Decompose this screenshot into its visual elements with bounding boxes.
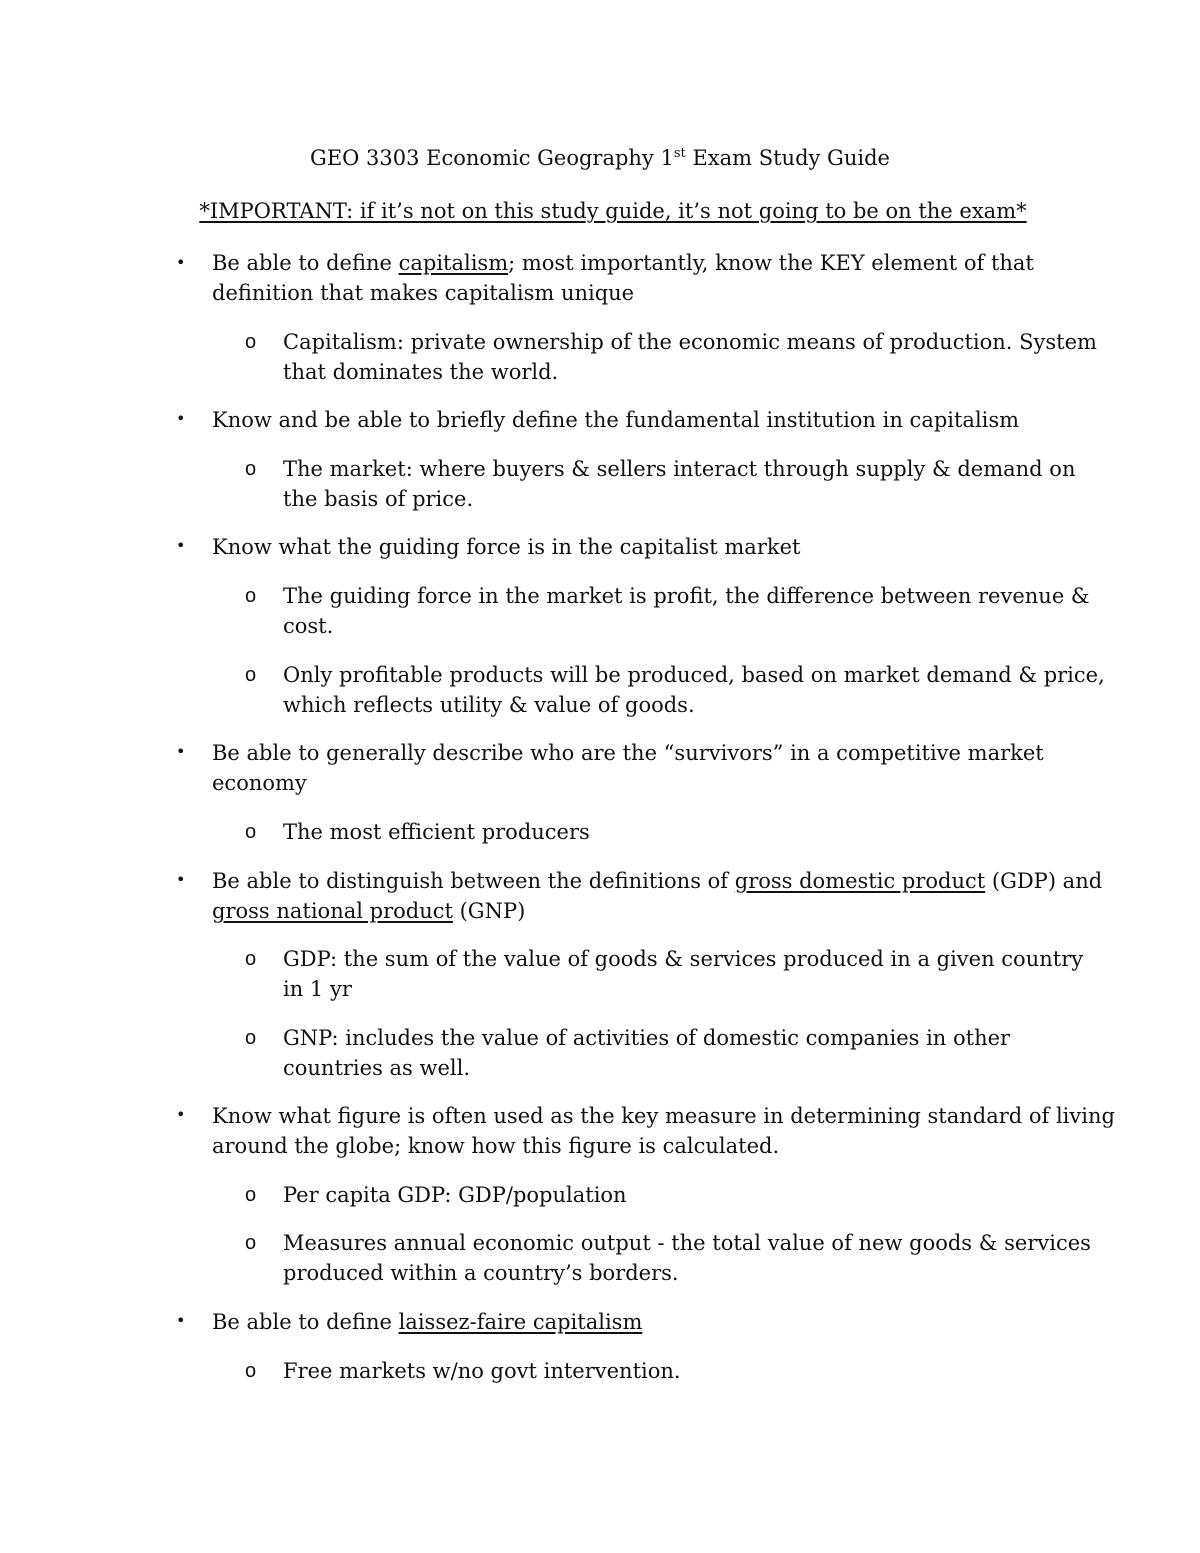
sub-item: Per capita GDP: GDP/population (283, 1183, 627, 1207)
sub-bullet-marker: o (245, 821, 257, 843)
sub-item: Only profitable products will be produced, based on market demand & price, which reflects utility & value of goods. (283, 663, 1105, 717)
term-gnp: gross national product (212, 899, 453, 923)
sub-item: Measures annual economic output - the total value of new goods & services produced within a country’s borders. (283, 1231, 1091, 1285)
sub-bullet-marker: o (245, 1360, 257, 1382)
sub-bullet-marker: o (245, 1232, 257, 1254)
sub-bullet-marker: o (245, 1184, 257, 1206)
sub-bullet-marker: o (245, 948, 257, 970)
bullet-marker: • (176, 1311, 186, 1330)
bullet-marker: • (176, 536, 186, 555)
page-title: GEO 3303 Economic Geography 1st Exam Study Guide (310, 146, 890, 170)
bullet-item: Know and be able to briefly define the fundamental institution in capitalism (212, 408, 1020, 432)
sub-bullet-marker: o (245, 664, 257, 686)
bullet-item: Be able to define laissez-faire capitalism (212, 1310, 643, 1334)
bullet-marker: • (176, 1105, 186, 1124)
bullet-marker: • (176, 742, 186, 761)
sub-item: Free markets w/no govt intervention. (283, 1359, 681, 1383)
term-laissez-faire: laissez-faire capitalism (398, 1310, 643, 1334)
bullet-marker: • (176, 870, 186, 889)
important-notice: *IMPORTANT: if it’s not on this study guide, it’s not going to be on the exam* (199, 199, 1027, 223)
sub-bullet-marker: o (245, 1027, 257, 1049)
sub-item: GNP: includes the value of activities of domestic companies in other countries as well. (283, 1026, 1011, 1080)
sub-bullet-marker: o (245, 458, 257, 480)
sub-item: Capitalism: private ownership of the economic means of production. System that dominates the world. (283, 330, 1097, 384)
sub-item: The guiding force in the market is profit, the difference between revenue & cost. (283, 584, 1090, 638)
bullet-marker: • (176, 253, 186, 272)
bullet-item: Know what the guiding force is in the capitalist market (212, 535, 801, 559)
term-capitalism: capitalism (398, 251, 509, 275)
bullet-item: Be able to generally describe who are the “survivors” in a competitive market economy (212, 741, 1044, 795)
sub-item: GDP: the sum of the value of goods & services produced in a given country in 1 yr (283, 947, 1084, 1001)
sub-bullet-marker: o (245, 331, 257, 353)
bullet-item: Know what figure is often used as the key measure in determining standard of living around the globe; know how this figure is calculated. (212, 1104, 1115, 1158)
bullet-item: Be able to define capitalism; most importantly, know the KEY element of that definition that makes capitalism unique (212, 251, 1034, 305)
sub-item: The market: where buyers & sellers interact through supply & demand on the basis of price. (283, 457, 1076, 511)
sub-item: The most efficient producers (283, 820, 590, 844)
bullet-item: Be able to distinguish between the definitions of gross domestic product (GDP) and gross national product (GNP) (212, 869, 1103, 923)
bullet-marker: • (176, 409, 186, 428)
term-gdp: gross domestic product (734, 869, 986, 893)
sub-bullet-marker: o (245, 585, 257, 607)
